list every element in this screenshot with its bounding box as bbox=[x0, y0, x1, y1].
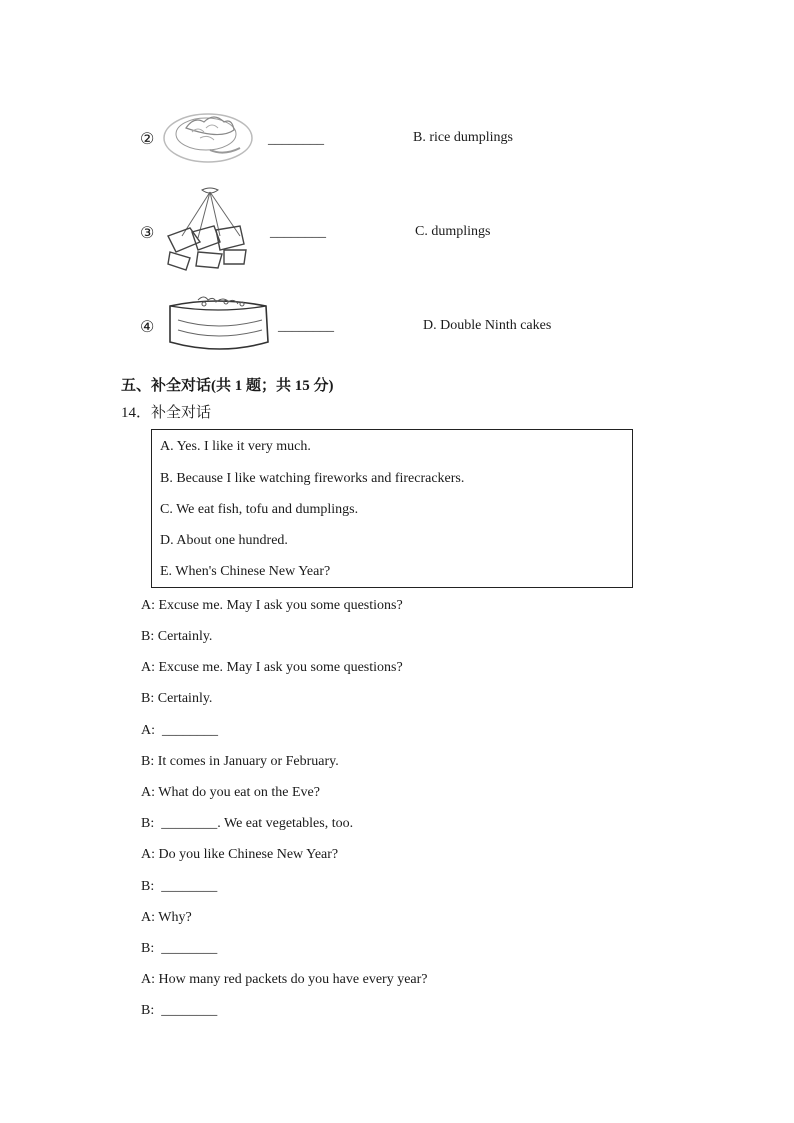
dialogue-line bbox=[141, 910, 192, 926]
speaker: B: bbox=[141, 1003, 155, 1018]
speaker: A: bbox=[141, 660, 155, 675]
answer-blank[interactable]: ________ bbox=[268, 132, 324, 147]
answer-blank[interactable]: ________. We eat vegetables, too. bbox=[161, 816, 354, 831]
speaker: A: bbox=[141, 598, 155, 613]
dialogue-line bbox=[141, 941, 217, 957]
speaker: B: bbox=[141, 941, 155, 956]
item-number: ② bbox=[140, 131, 155, 148]
line-text: Do you like Chinese New Year? bbox=[158, 847, 339, 862]
line-text: Why? bbox=[158, 910, 192, 925]
option-a: A. Yes. I like it very much. bbox=[160, 439, 311, 454]
dialogue-line bbox=[141, 816, 353, 832]
dialogue-line bbox=[141, 1003, 217, 1019]
line-text: Excuse me. May I ask you some questions? bbox=[158, 598, 403, 613]
dialogue-line bbox=[141, 879, 217, 895]
line-text: What do you eat on the Eve? bbox=[158, 785, 320, 800]
option-c: C. We eat fish, tofu and dumplings. bbox=[160, 502, 359, 517]
speaker: A: bbox=[141, 910, 155, 925]
speaker: B: bbox=[141, 879, 155, 894]
dialogue-line bbox=[141, 723, 218, 739]
question-header bbox=[121, 405, 211, 421]
speaker: A: bbox=[141, 847, 155, 862]
line-text: How many red packets do you have every year? bbox=[158, 972, 428, 987]
line-text: It comes in January or February. bbox=[157, 754, 339, 769]
dialogue-line bbox=[141, 598, 403, 614]
dialogue-line bbox=[141, 660, 403, 676]
dialogue-line bbox=[141, 847, 338, 863]
option-label: C. dumplings bbox=[415, 224, 491, 239]
speaker: B: bbox=[141, 816, 155, 831]
speaker: A: bbox=[141, 785, 155, 800]
question-title: 补全对话 bbox=[151, 405, 212, 421]
speaker: A: bbox=[141, 972, 155, 987]
line-text: Certainly. bbox=[157, 629, 213, 644]
answer-blank[interactable]: ________ bbox=[270, 225, 326, 240]
line-text: Certainly. bbox=[157, 691, 213, 706]
answer-blank[interactable]: ________ bbox=[161, 879, 218, 894]
speaker: B: bbox=[141, 629, 155, 644]
speaker: B: bbox=[141, 754, 155, 769]
section-title: 五、补全对话(共 1 题；共 15 分) bbox=[121, 378, 334, 394]
cake-box-image bbox=[164, 290, 272, 358]
dialogue-line bbox=[141, 972, 428, 988]
line-text: Excuse me. May I ask you some questions? bbox=[158, 660, 403, 675]
answer-blank[interactable]: ________ bbox=[278, 319, 334, 334]
answer-blank[interactable]: ________ bbox=[161, 1003, 218, 1018]
item-number: ③ bbox=[140, 225, 155, 242]
option-label: D. Double Ninth cakes bbox=[423, 318, 552, 333]
answer-blank[interactable]: ________ bbox=[162, 723, 218, 738]
item-number: ④ bbox=[140, 319, 155, 336]
dialogue-line bbox=[141, 691, 212, 707]
dialogue-line bbox=[141, 629, 212, 645]
dialogue-line bbox=[141, 785, 320, 801]
option-label: B. rice dumplings bbox=[413, 130, 513, 145]
speaker: A: bbox=[141, 723, 155, 738]
dumplings-plate-image bbox=[160, 98, 256, 170]
option-d: D. About one hundred. bbox=[160, 533, 288, 548]
rice-dumplings-image bbox=[162, 186, 258, 272]
question-number: 14． bbox=[121, 405, 152, 421]
speaker: B: bbox=[141, 691, 155, 706]
option-b: B. Because I like watching fireworks and firecrackers. bbox=[160, 471, 465, 486]
answer-blank[interactable]: ________ bbox=[161, 941, 218, 956]
dialogue-line bbox=[141, 754, 339, 770]
option-e: E. When's Chinese New Year? bbox=[160, 564, 331, 579]
